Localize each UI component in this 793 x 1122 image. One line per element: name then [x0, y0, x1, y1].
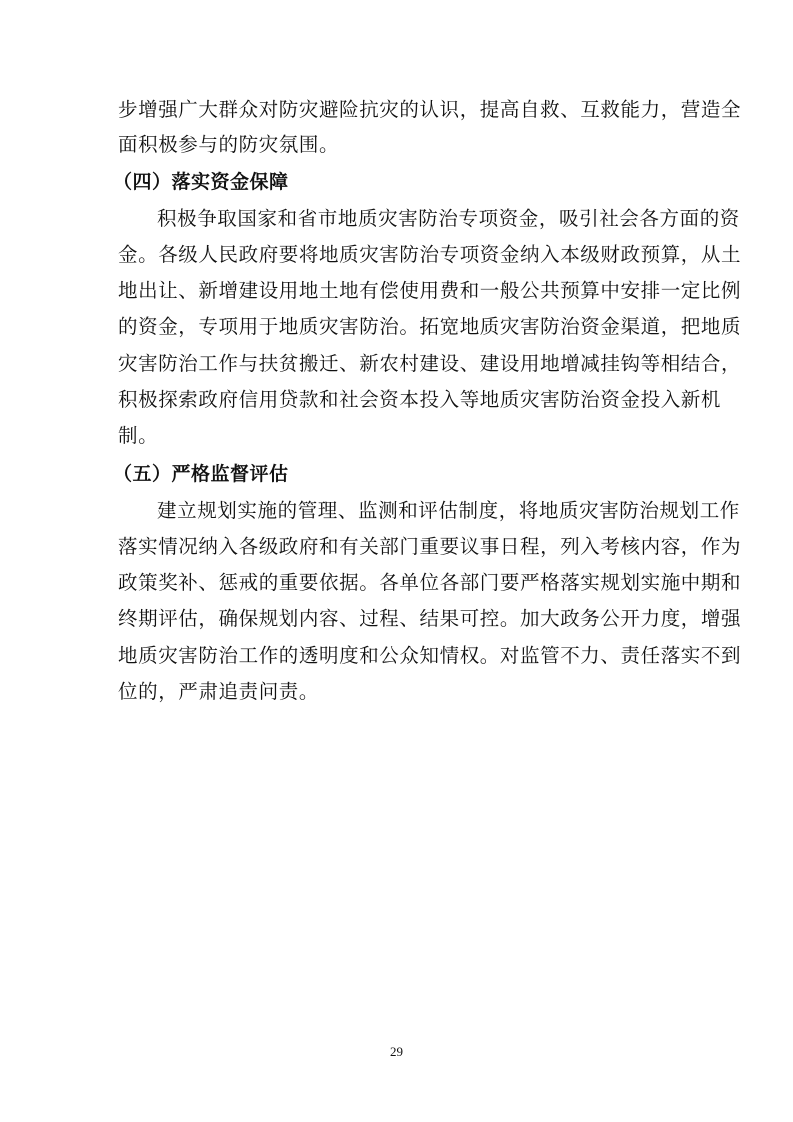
- paragraph-line: 面积极参与的防灾氛围。: [118, 133, 340, 156]
- paragraph-line: 积极争取国家和省市地质灾害防治专项资金，吸引社会各方面的资: [157, 207, 740, 230]
- paragraph-line: 的资金，专项用于地质灾害防治。拓宽地质灾害防治资金渠道，把地质: [118, 315, 742, 338]
- paragraph-line: 地出让、新增建设用地土地有偿使用费和一般公共预算中安排一定比例: [118, 279, 742, 302]
- paragraph-line: 政策奖补、惩戒的重要依据。各单位各部门要严格落实规划实施中期和: [118, 571, 742, 594]
- paragraph-line: 金。各级人民政府要将地质灾害防治专项资金纳入本级财政预算，从土: [118, 243, 742, 266]
- paragraph-line: 步增强广大群众对防灾避险抗灾的认识，提高自救、互救能力，营造全: [118, 98, 742, 121]
- paragraph-line: 制。: [118, 424, 159, 447]
- section-heading-supervision: （五）严格监督评估: [113, 463, 289, 485]
- paragraph-line: 位的，严肃追责问责。: [118, 680, 320, 703]
- paragraph-line: 灾害防治工作与扶贫搬迁、新农村建设、建设用地增减挂钩等相结合，: [118, 352, 742, 375]
- section-heading-funding: （四）落实资金保障: [113, 171, 289, 193]
- paragraph-line: 落实情况纳入各级政府和有关部门重要议事日程，列入考核内容，作为: [118, 535, 742, 558]
- paragraph-line: 终期评估，确保规划内容、过程、结果可控。加大政务公开力度，增强: [118, 607, 742, 630]
- paragraph-line: 建立规划实施的管理、监测和评估制度，将地质灾害防治规划工作: [157, 499, 740, 522]
- paragraph-line: 地质灾害防治工作的透明度和公众知情权。对监管不力、责任落实不到: [118, 644, 742, 667]
- paragraph-line: 积极探索政府信用贷款和社会资本投入等地质灾害防治资金投入新机: [118, 388, 722, 411]
- page-number: 29: [390, 1044, 403, 1059]
